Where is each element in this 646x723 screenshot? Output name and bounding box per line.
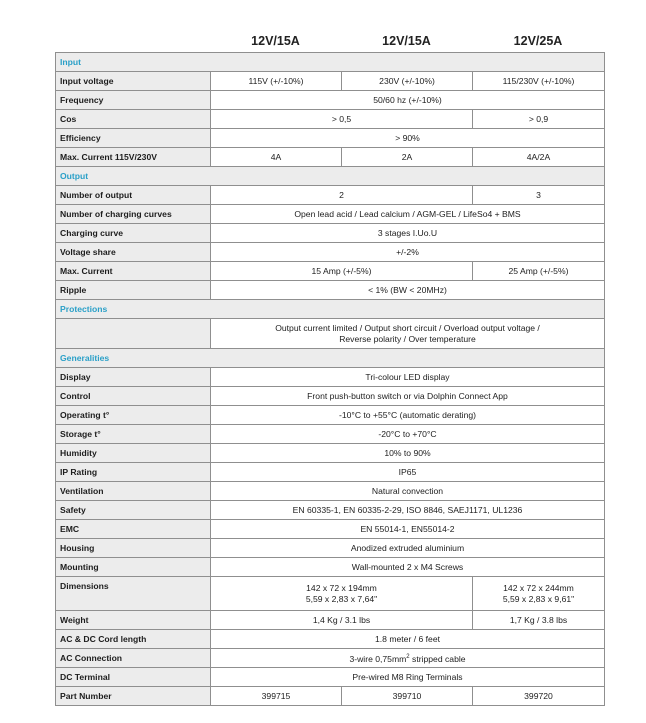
row-humidity: [56, 444, 605, 463]
cell-value: Open lead acid / Lead calcium / AGM-GEL / LifeSo4 + BMS: [211, 205, 605, 224]
row-label: Humidity: [56, 444, 211, 463]
row-label: Dimensions: [56, 577, 211, 611]
dimensions-metric: 142 x 72 x 244mm: [503, 582, 574, 593]
ac-connection-text-end: stripped cable: [409, 653, 466, 664]
cell-value: [473, 577, 605, 611]
row-safety: [56, 501, 605, 520]
section-output: [56, 167, 605, 186]
row-protections: [56, 319, 605, 349]
cell-value: 4A: [211, 148, 342, 167]
row-label: Frequency: [56, 91, 211, 110]
cell-value: > 90%: [211, 129, 605, 148]
row-cord-length: [56, 630, 605, 649]
cell-value: 4A/2A: [473, 148, 605, 167]
cell-value: 399720: [473, 687, 605, 706]
cell-value: 1.8 meter / 6 feet: [211, 630, 605, 649]
dimensions-metric: 142 x 72 x 194mm: [306, 582, 377, 593]
cell-value: 399710: [342, 687, 473, 706]
cell-value: 15 Amp (+/-5%): [211, 262, 473, 281]
row-label: Safety: [56, 501, 211, 520]
row-number-of-output: [56, 186, 605, 205]
row-label: Storage t°: [56, 425, 211, 444]
cell-value: Anodized extruded aluminium: [211, 539, 605, 558]
row-label: Ventilation: [56, 482, 211, 501]
row-label: Display: [56, 368, 211, 387]
row-efficiency: [56, 129, 605, 148]
row-label: Operating t°: [56, 406, 211, 425]
cell-value: EN 60335-1, EN 60335-2-29, ISO 8846, SAEJ1171, UL1236: [211, 501, 605, 520]
cell-value: 115V (+/-10%): [211, 72, 342, 91]
cell-value: Natural convection: [211, 482, 605, 501]
spec-sheet: [55, 30, 604, 706]
spec-table: [55, 52, 605, 706]
cell-value: 115/230V (+/-10%): [473, 72, 605, 91]
row-operating-temp: [56, 406, 605, 425]
row-control: [56, 387, 605, 406]
cell-value: EN 55014-1, EN55014-2: [211, 520, 605, 539]
row-label: Max. Current: [56, 262, 211, 281]
row-label: Max. Current 115V/230V: [56, 148, 211, 167]
row-label: Mounting: [56, 558, 211, 577]
row-label: AC Connection: [56, 649, 211, 668]
section-title: Protections: [56, 300, 605, 319]
row-housing: [56, 539, 605, 558]
section-input: [56, 53, 605, 72]
ac-connection-superscript: 2: [406, 653, 410, 660]
cell-value: > 0,9: [473, 110, 605, 129]
cell-value: Wall-mounted 2 x M4 Screws: [211, 558, 605, 577]
column-header-3: 12V/25A: [513, 34, 563, 48]
row-emc: [56, 520, 605, 539]
cell-value: 50/60 hz (+/-10%): [211, 91, 605, 110]
cell-value: 10% to 90%: [211, 444, 605, 463]
cell-value: -10°C to +55°C (automatic derating): [211, 406, 605, 425]
section-title: Input: [56, 53, 605, 72]
row-label: Ripple: [56, 281, 211, 300]
column-header-row: [55, 30, 604, 52]
row-label: Efficiency: [56, 129, 211, 148]
row-label: Voltage share: [56, 243, 211, 262]
cell-value: 399715: [211, 687, 342, 706]
protections-line-2: Reverse polarity / Over temperature: [339, 333, 476, 344]
row-charging-curves: [56, 205, 605, 224]
row-label: Number of charging curves: [56, 205, 211, 224]
dimensions-imperial: 5,59 x 2,83 x 7,64": [305, 593, 378, 604]
column-header-2: 12V/15A: [382, 34, 431, 48]
section-title: Output: [56, 167, 605, 186]
row-label-empty: [56, 319, 211, 349]
cell-value: 230V (+/-10%): [342, 72, 473, 91]
row-label: Control: [56, 387, 211, 406]
row-display: [56, 368, 605, 387]
cell-value: [211, 319, 605, 349]
cell-value: +/-2%: [211, 243, 605, 262]
cell-value: 3 stages I.Uo.U: [211, 224, 605, 243]
row-charging-curve: [56, 224, 605, 243]
row-label: Part Number: [56, 687, 211, 706]
row-label: Housing: [56, 539, 211, 558]
row-ac-connection: [56, 649, 605, 668]
protections-line-1: Output current limited / Output short circuit / Overload output voltage /: [275, 322, 540, 333]
section-generalities: [56, 349, 605, 368]
row-ripple: [56, 281, 605, 300]
cell-value: 1,7 Kg / 3.8 lbs: [473, 611, 605, 630]
section-protections: [56, 300, 605, 319]
row-cos: [56, 110, 605, 129]
row-label: EMC: [56, 520, 211, 539]
ac-connection-text: 3-wire 0,75mm: [349, 653, 407, 664]
row-mounting: [56, 558, 605, 577]
cell-value: IP65: [211, 463, 605, 482]
cell-value: Tri-colour LED display: [211, 368, 605, 387]
cell-value: Pre-wired M8 Ring Terminals: [211, 668, 605, 687]
cell-value: 2A: [342, 148, 473, 167]
dimensions-imperial: 5,59 x 2,83 x 9,61": [502, 593, 575, 604]
row-voltage-share: [56, 243, 605, 262]
row-max-current-input: [56, 148, 605, 167]
cell-value: 1,4 Kg / 3.1 lbs: [211, 611, 473, 630]
row-ip-rating: [56, 463, 605, 482]
cell-value: Front push-button switch or via Dolphin Connect App: [211, 387, 605, 406]
cell-value: > 0,5: [211, 110, 473, 129]
row-label: Cos: [56, 110, 211, 129]
cell-value: < 1% (BW < 20MHz): [211, 281, 605, 300]
row-label: Charging curve: [56, 224, 211, 243]
row-label: Number of output: [56, 186, 211, 205]
cell-value: [211, 649, 605, 668]
cell-value: [211, 577, 473, 611]
row-input-voltage: [56, 72, 605, 91]
column-header-spacer: [55, 30, 210, 52]
row-max-current-output: [56, 262, 605, 281]
row-label: DC Terminal: [56, 668, 211, 687]
row-dimensions: [56, 577, 605, 611]
cell-value: 3: [473, 186, 605, 205]
row-ventilation: [56, 482, 605, 501]
row-weight: [56, 611, 605, 630]
cell-value: 25 Amp (+/-5%): [473, 262, 605, 281]
cell-value: 2: [211, 186, 473, 205]
row-label: AC & DC Cord length: [56, 630, 211, 649]
cell-value: -20°C to +70°C: [211, 425, 605, 444]
row-frequency: [56, 91, 605, 110]
row-label: IP Rating: [56, 463, 211, 482]
row-dc-terminal: [56, 668, 605, 687]
section-title: Generalities: [56, 349, 605, 368]
row-label: Weight: [56, 611, 211, 630]
column-header-1: 12V/15A: [251, 34, 300, 48]
row-part-number: [56, 687, 605, 706]
row-label: Input voltage: [56, 72, 211, 91]
row-storage-temp: [56, 425, 605, 444]
